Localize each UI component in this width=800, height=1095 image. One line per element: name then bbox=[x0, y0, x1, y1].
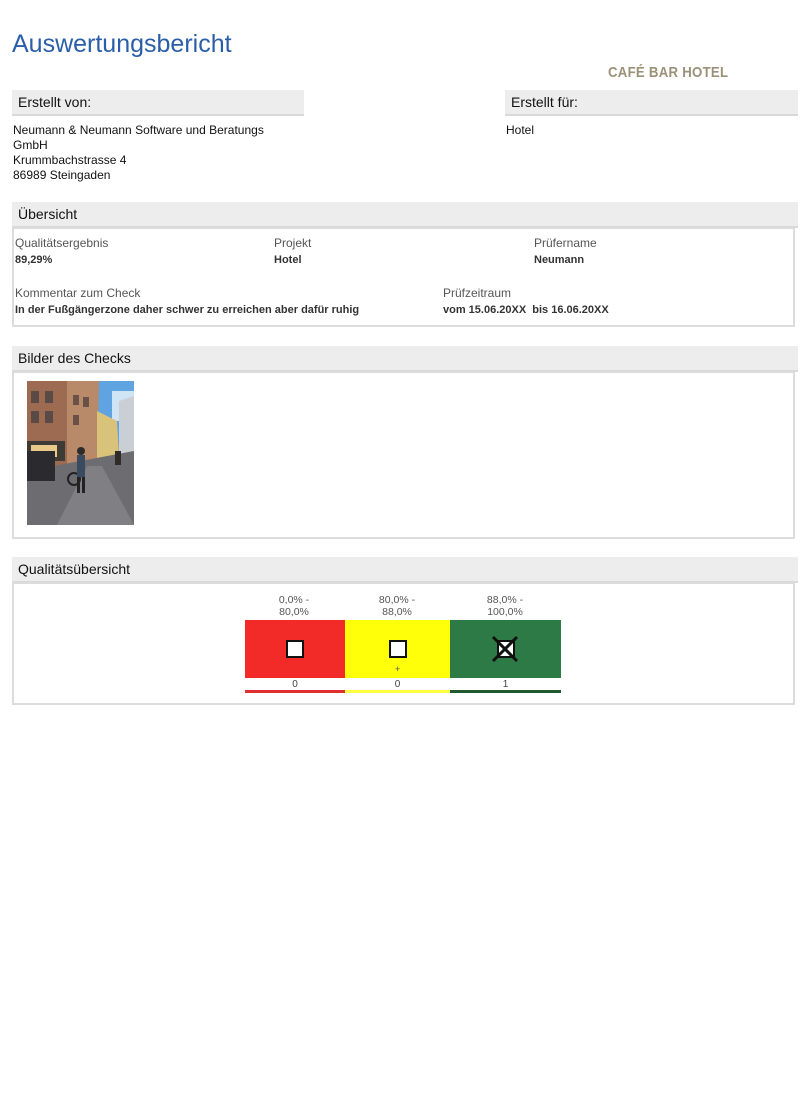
band-count: 1 bbox=[502, 679, 509, 690]
checked-x-icon bbox=[490, 634, 520, 664]
comment-label: Kommentar zum Check bbox=[15, 286, 141, 300]
band-range-label: 0,0% - 80,0% bbox=[278, 594, 310, 618]
band-cell-yellow bbox=[345, 620, 450, 678]
band-cell-green bbox=[450, 620, 561, 678]
band-underline bbox=[345, 690, 450, 693]
address-line: 86989 Steingaden bbox=[13, 168, 111, 182]
band-checkbox bbox=[286, 640, 304, 658]
band-cell-red bbox=[245, 620, 345, 678]
quality-result-label: Qualitätsergebnis bbox=[15, 236, 109, 250]
comment-value: In der Fußgängerzone daher schwer zu erreichen aber dafür ruhig bbox=[15, 304, 360, 316]
checker-value: Neumann bbox=[534, 254, 585, 266]
quality-result-value: 89,29% bbox=[15, 254, 53, 266]
created-for-name: Hotel bbox=[506, 123, 535, 137]
address-line: GmbH bbox=[13, 138, 48, 152]
created-by-address bbox=[13, 123, 264, 183]
address-line: Neumann & Neumann Software und Beratungs bbox=[13, 123, 264, 137]
band-checkbox bbox=[389, 640, 407, 658]
check-photo-thumbnail[interactable] bbox=[27, 381, 134, 525]
checker-label: Prüfername bbox=[534, 236, 597, 250]
created-for-header: Erstellt für: bbox=[505, 90, 798, 116]
quality-overview-header: Qualitätsübersicht bbox=[12, 557, 798, 583]
band-range-label: 80,0% - 88,0% bbox=[378, 594, 416, 618]
address-line: Krummbachstrasse 4 bbox=[13, 153, 127, 167]
overview-header: Übersicht bbox=[12, 202, 798, 228]
band-range-label: 88,0% - 100,0% bbox=[486, 594, 524, 618]
band-count: 0 bbox=[394, 679, 401, 690]
period-value: vom 15.06.20XX bis 16.06.20XX bbox=[443, 304, 609, 316]
street-scene-photo bbox=[27, 381, 134, 525]
created-by-header: Erstellt von: bbox=[12, 90, 304, 116]
images-header: Bilder des Checks bbox=[12, 346, 798, 372]
band-underline bbox=[450, 690, 561, 693]
band-count: 0 bbox=[292, 679, 298, 690]
project-label: Projekt bbox=[274, 236, 312, 250]
period-label: Prüfzeitraum bbox=[443, 286, 512, 300]
project-value: Hotel bbox=[274, 254, 302, 266]
band-marker: + bbox=[395, 664, 401, 674]
brand-logo: CAFÉ BAR HOTEL bbox=[608, 64, 729, 81]
report-title: Auswertungsbericht bbox=[12, 30, 232, 58]
band-underline bbox=[245, 690, 345, 693]
